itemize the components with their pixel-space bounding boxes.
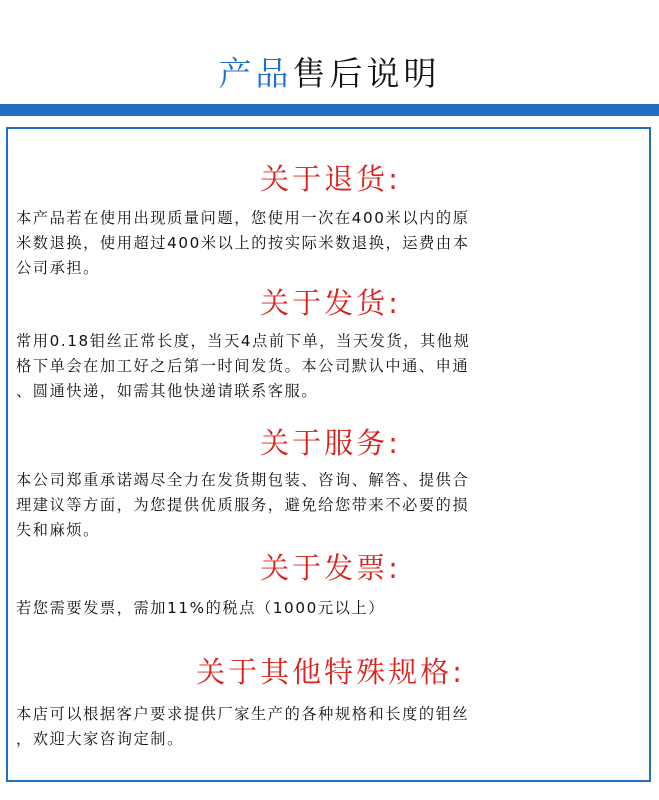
page-title-rest: 售后说明 <box>292 54 441 93</box>
returns-line: 米数退换，使用超过400米以上的按实际米数退换，运费由本 <box>16 234 470 252</box>
page-title-accent: 产品 <box>218 54 293 93</box>
returns-heading: 关于退货: <box>260 162 401 196</box>
invoice-text <box>16 596 641 621</box>
invoice-heading: 关于发票: <box>260 551 401 585</box>
invoice-line: 若您需要发票，需加11%的税点（1000元以上） <box>16 599 385 617</box>
shipping-line: 常用0.18钼丝正常长度，当天4点前下单，当天发货，其他规 <box>16 332 471 350</box>
service-text <box>16 468 641 543</box>
header-divider-band <box>0 104 659 116</box>
service-heading: 关于服务: <box>260 426 401 460</box>
page-title <box>0 52 659 96</box>
shipping-line: 、圆通快递，如需其他快递请联系客服。 <box>16 382 319 400</box>
custom-spec-heading: 关于其他特殊规格: <box>196 655 465 689</box>
shipping-line: 格下单会在加工好之后第一时间发货。本公司默认中通、申通 <box>16 357 470 375</box>
custom-spec-line: ，欢迎大家咨询定制。 <box>16 730 184 748</box>
service-line: 本公司郑重承诺竭尽全力在发货期包装、咨询、解答、提供合 <box>16 471 470 489</box>
returns-line: 本产品若在使用出现质量问题，您使用一次在400米以内的原 <box>16 209 470 227</box>
service-line: 失和麻烦。 <box>16 521 100 539</box>
shipping-heading: 关于发货: <box>260 286 401 320</box>
custom-spec-text <box>16 702 641 752</box>
returns-text <box>16 206 641 281</box>
after-sales-panel <box>6 127 651 782</box>
returns-line: 公司承担。 <box>16 259 100 277</box>
page-header <box>0 0 659 104</box>
shipping-text <box>16 329 641 404</box>
service-line: 理建议等方面，为您提供优质服务，避免给您带来不必要的损 <box>16 496 470 514</box>
custom-spec-line: 本店可以根据客户要求提供厂家生产的各种规格和长度的钼丝 <box>16 705 470 723</box>
